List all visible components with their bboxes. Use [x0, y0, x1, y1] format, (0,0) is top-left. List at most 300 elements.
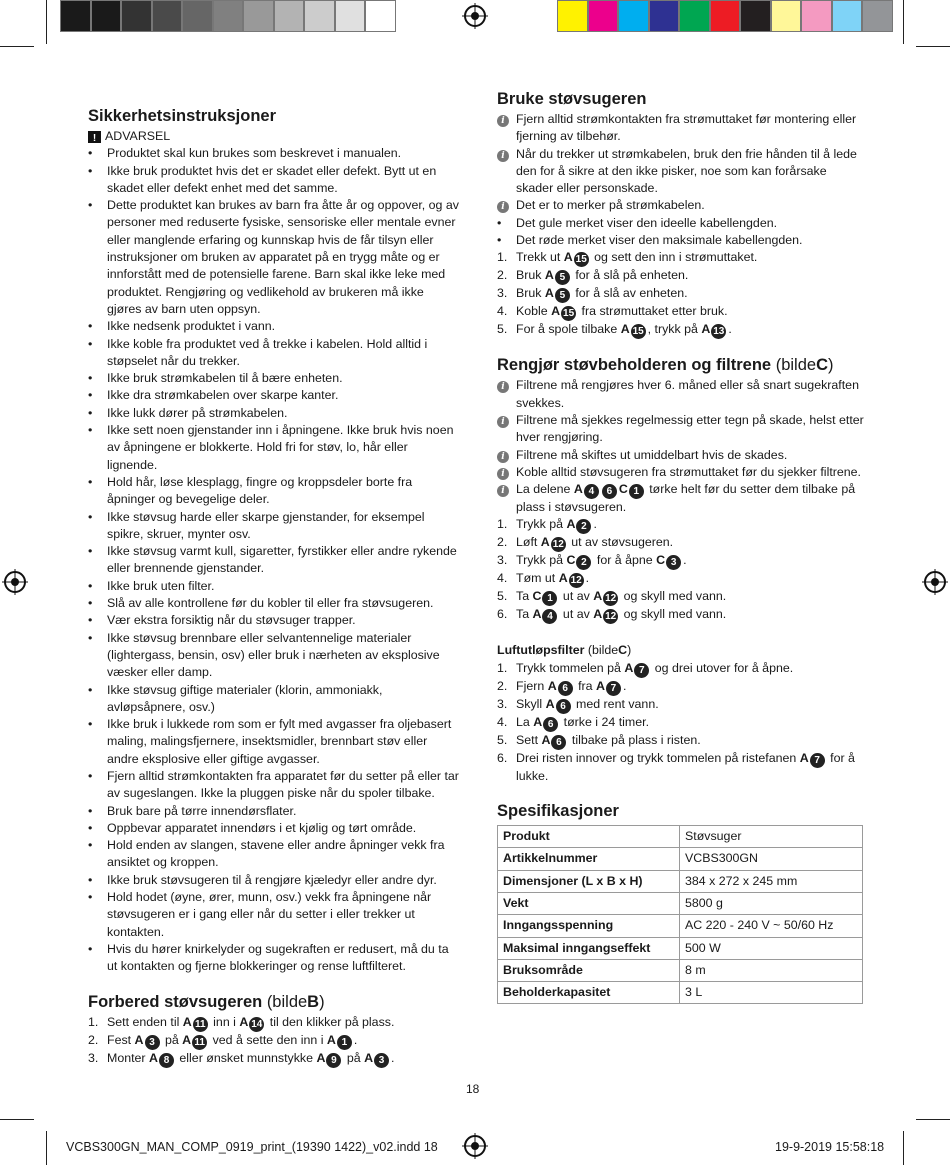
bullet-icon: •	[88, 371, 93, 386]
table-row	[498, 982, 863, 1004]
table-row	[498, 848, 863, 870]
step-number: 1.	[497, 250, 508, 265]
part-number-badge: 4	[542, 609, 557, 624]
step-item	[497, 696, 865, 714]
bullet-icon: •	[88, 544, 93, 559]
spec-key: Produkt	[498, 826, 680, 848]
step-text: inn i	[209, 1014, 240, 1029]
part-number-badge: 3	[666, 555, 681, 570]
spec-value: 5800 g	[680, 892, 863, 914]
list-item	[88, 405, 460, 422]
part-number-badge: 13	[713, 326, 725, 338]
color-swatch	[679, 0, 710, 32]
step-item	[497, 714, 865, 732]
step-text: .	[391, 1050, 395, 1065]
figure-letter: A	[551, 304, 561, 319]
figure-letter: A	[540, 535, 550, 550]
list-item-text: Ikke støvsug varmt kull, sigaretter, fyrstikker eller andre rykende eller brennende gjenstander.	[107, 544, 457, 576]
registration-mark-icon	[4, 571, 26, 593]
clean-title-suffix: (bilde	[775, 356, 817, 375]
bullet-icon: •	[88, 405, 93, 420]
list-item-text: Slå av alle kontrollene før du kobler til eller fra støvsugeren.	[107, 596, 434, 611]
warning-line	[88, 128, 460, 145]
step-text: Fjern	[516, 678, 548, 693]
list-item-text: Ikke støvsug brennbare eller selvantennelige materialer (lightergass, bensin, osv) eller bruk i nærheten av eksplosive væsker eller damp.	[107, 630, 440, 680]
bullet-icon: •	[88, 630, 93, 645]
part-number-badge: 9	[326, 1053, 341, 1068]
list-item	[88, 820, 460, 837]
step-text: med rent vann.	[572, 696, 659, 711]
info-icon: i	[497, 377, 509, 394]
prepare-title	[88, 992, 460, 1012]
spec-key: Beholderkapasitet	[498, 982, 680, 1004]
color-swatch	[771, 0, 802, 32]
info-icon: i	[497, 146, 509, 163]
color-swatch	[649, 0, 680, 32]
color-swatch	[91, 0, 122, 32]
warning-triangle-icon	[88, 131, 101, 143]
table-row	[498, 959, 863, 981]
list-item	[497, 146, 865, 198]
part-number-badge: 6	[558, 681, 573, 696]
step-number: 3.	[88, 1050, 99, 1065]
part-number-badge: 12	[605, 611, 617, 623]
bullet-icon: •	[88, 423, 93, 438]
step-item	[497, 606, 865, 624]
figure-letter: A	[547, 678, 557, 693]
use-notes	[497, 111, 865, 215]
step-text: til den klikker på plass.	[266, 1014, 395, 1029]
figure-letter: A	[182, 1032, 192, 1047]
list-item	[497, 197, 865, 214]
bullet-icon: •	[88, 578, 93, 593]
table-row	[498, 937, 863, 959]
list-item	[88, 197, 460, 318]
outlet-title	[497, 642, 865, 659]
list-item	[88, 163, 460, 198]
list-item-text: Bruk bare på tørre innendørsflater.	[107, 803, 297, 818]
step-text: for å slå av enheten.	[571, 286, 688, 301]
list-item-text: Ikke støvsug harde eller skarpe gjenstander, for eksempel spikre, skruer, mynter osv.	[107, 509, 425, 541]
step-text: Drei risten innover og trykk tommelen på ristefanen	[516, 750, 800, 765]
list-item	[497, 215, 865, 232]
step-number: 6.	[497, 750, 508, 765]
specs-title: Spesifikasjoner	[497, 802, 619, 821]
color-swatch	[60, 0, 91, 32]
figure-letter: A	[316, 1050, 326, 1065]
bullet-icon: •	[497, 233, 502, 248]
step-text: tørke i 24 timer.	[560, 714, 650, 729]
list-item	[88, 630, 460, 682]
color-swatch	[365, 0, 396, 32]
figure-letter: A	[596, 678, 605, 693]
step-text: Trykk på	[516, 553, 567, 568]
part-number-badge: 15	[632, 326, 644, 338]
part-number-badge: 6	[556, 699, 571, 714]
crop-mark	[0, 46, 34, 47]
part-number-badge: 6	[551, 735, 566, 750]
list-item	[88, 422, 460, 474]
step-number: 2.	[497, 678, 508, 693]
part-number-badge: 1	[542, 591, 557, 606]
step-text: .	[585, 571, 590, 586]
step-text: Filtrene må sjekkes regelmessig etter tegn på skade, helst etter hver rengjøring.	[516, 412, 864, 445]
figure-letter: A	[701, 322, 711, 337]
step-text: for å lukke.	[516, 750, 855, 783]
figure-letter: A	[544, 286, 554, 301]
list-item-text: Ikke dra strømkabelen over skarpe kanter.	[107, 388, 339, 403]
step-text: fra	[574, 678, 596, 693]
step-text: Ta	[516, 589, 533, 604]
step-item	[497, 750, 865, 785]
step-number: 1.	[88, 1014, 99, 1029]
part-number-badge: 15	[575, 254, 587, 266]
list-item-text: Oppbevar apparatet innendørs i et kjølig og tørt område.	[107, 820, 417, 835]
spec-value: 500 W	[680, 937, 863, 959]
specs-table	[497, 825, 863, 1004]
step-text: Skyll	[516, 696, 546, 711]
bullet-icon: •	[88, 838, 93, 853]
part-number-badge: 4	[584, 484, 599, 499]
bullet-icon: •	[88, 613, 93, 628]
part-number-badge: 1	[629, 484, 644, 499]
bullet-icon: •	[88, 388, 93, 403]
figure-letter: A	[593, 607, 603, 622]
part-number-badge: 2	[576, 519, 591, 534]
step-item	[497, 303, 865, 321]
warning-label: ADVARSEL	[105, 129, 171, 143]
list-item	[497, 232, 865, 249]
step-text: Ta	[516, 607, 533, 622]
prepare-steps	[88, 1014, 460, 1068]
part-number-badge: 12	[570, 575, 582, 587]
list-item	[88, 509, 460, 544]
spec-value: Støvsuger	[680, 826, 863, 848]
list-item-text: Ikke sett noen gjenstander inn i åpningene. Ikke bruk hvis noen av åpningene er blokkerte. Hold fri for støv, lo, hår eller lignende.	[107, 423, 454, 472]
step-text: på	[343, 1050, 365, 1065]
step-item	[497, 732, 865, 750]
step-text: tilbake på plass i risten.	[568, 732, 701, 747]
step-text: La	[516, 714, 534, 729]
info-icon: i	[497, 464, 509, 481]
figure-letter: A	[134, 1032, 144, 1047]
step-text: ut av støvsugeren.	[567, 535, 674, 550]
crop-mark	[0, 1119, 34, 1120]
left-column	[88, 106, 460, 1068]
step-text: og sett den inn i strømuttaket.	[590, 250, 758, 265]
outlet-figure-ref: C	[618, 643, 628, 658]
part-number-badge: 7	[606, 681, 621, 696]
step-text: .	[622, 678, 627, 693]
registration-mark-icon	[924, 571, 946, 593]
outlet-title-text: Luftutløpsfilter	[497, 643, 585, 658]
list-item	[88, 336, 460, 371]
bullet-icon: •	[88, 509, 93, 524]
step-number: 4.	[497, 571, 508, 586]
step-text: Sett enden til	[107, 1014, 183, 1029]
step-item	[88, 1014, 460, 1032]
part-number-badge: 7	[810, 753, 825, 768]
info-icon: i	[497, 197, 509, 214]
list-item-text: Ikke bruk støvsugeren til å rengjøre kjæledyr eller andre dyr.	[107, 872, 437, 887]
note-item	[497, 464, 865, 481]
bullet-icon: •	[88, 336, 93, 351]
list-item	[88, 595, 460, 612]
color-swatch	[801, 0, 832, 32]
step-text: Monter	[107, 1050, 150, 1065]
part-number-badge: 1	[337, 1035, 352, 1050]
step-text: på	[161, 1032, 183, 1047]
bullet-icon: •	[88, 163, 93, 178]
list-item-text: Produktet skal kun brukes som beskrevet i manualen.	[107, 146, 402, 161]
color-swatch	[304, 0, 335, 32]
step-text: og skyll med vann.	[620, 607, 727, 622]
figure-letter: A	[239, 1014, 249, 1029]
step-number: 2.	[497, 268, 508, 283]
crop-mark	[46, 0, 47, 44]
list-item	[88, 872, 460, 889]
part-number-badge: 6	[543, 717, 558, 732]
page-number: 18	[466, 1082, 480, 1096]
figure-letter: C	[532, 589, 542, 604]
list-item	[88, 716, 460, 768]
color-swatch	[213, 0, 244, 32]
figure-letter: A	[541, 732, 551, 747]
step-item	[497, 321, 865, 339]
step-text: Trykk tommelen på	[516, 660, 625, 675]
table-row	[498, 915, 863, 937]
color-swatch	[182, 0, 213, 32]
step-number: 1.	[497, 517, 508, 532]
list-item-text: Det gule merket viser den ideelle kabellengden.	[516, 215, 778, 230]
bullet-icon: •	[88, 474, 93, 489]
note-item	[497, 412, 865, 447]
list-item-text: Hold enden av slangen, stavene eller andre åpninger vekk fra ansiktet og kroppen.	[107, 838, 445, 870]
step-item	[497, 516, 865, 534]
part-number-badge: 12	[552, 539, 564, 551]
step-item	[497, 267, 865, 285]
prepare-title-suffix: (bilde	[266, 992, 308, 1011]
figure-letter: A	[593, 589, 603, 604]
spec-value: VCBS300GN	[680, 848, 863, 870]
part-number-badge: 8	[159, 1053, 174, 1068]
bullet-icon: •	[88, 941, 93, 956]
prepare-title-text: Forbered støvsugeren	[88, 992, 263, 1011]
step-item	[88, 1032, 460, 1050]
crop-mark	[916, 46, 950, 47]
step-item	[497, 660, 865, 678]
part-number-badge: 11	[192, 1035, 207, 1050]
step-text: Filtrene må skiftes ut umiddelbart hvis de skades.	[516, 447, 788, 462]
color-swatch	[121, 0, 152, 32]
figure-letter: A	[624, 660, 634, 675]
crop-mark	[903, 1131, 904, 1165]
step-text: Tøm ut	[516, 571, 559, 586]
figure-letter: C	[618, 482, 628, 497]
figure-letter: A	[620, 322, 630, 337]
outlet-steps	[497, 660, 865, 785]
use-steps	[497, 249, 865, 339]
step-text: Sett	[516, 732, 542, 747]
step-text: Filtrene må rengjøres hver 6. måned eller så snart sugekraften svekkes.	[516, 378, 859, 410]
table-row	[498, 870, 863, 892]
spec-value: 8 m	[680, 959, 863, 981]
color-swatch	[862, 0, 893, 32]
list-item	[88, 941, 460, 976]
outlet-title-suffix: (bilde	[587, 643, 619, 658]
list-item-text: Ikke lukk dører på strømkabelen.	[107, 405, 288, 420]
list-item	[88, 803, 460, 820]
clean-steps	[497, 516, 865, 624]
step-number: 5.	[497, 322, 508, 337]
step-item	[497, 285, 865, 303]
part-number-badge: 3	[145, 1035, 160, 1050]
step-number: 5.	[497, 589, 508, 604]
step-item	[497, 588, 865, 606]
list-item	[88, 768, 460, 803]
step-number: 5.	[497, 732, 508, 747]
spec-key: Vekt	[498, 892, 680, 914]
step-number: 4.	[497, 714, 508, 729]
clean-title-text: Rengjør støvbeholderen og filtrene	[497, 356, 772, 375]
spec-value: AC 220 - 240 V ~ 50/60 Hz	[680, 915, 863, 937]
list-item	[88, 612, 460, 629]
list-item	[88, 318, 460, 335]
part-number-badge: 2	[576, 555, 591, 570]
list-item	[88, 145, 460, 162]
color-swatch	[740, 0, 771, 32]
step-text: .	[683, 553, 687, 568]
list-item	[88, 578, 460, 595]
step-text: tørke helt før du setter dem tilbake på plass i støvsugeren.	[516, 482, 856, 515]
clean-notes	[497, 377, 865, 516]
figure-letter: A	[182, 1014, 192, 1029]
list-item-text: Hold hodet (øyne, ører, munn, osv.) vekk fra åpningene når støvsugeren er i gang eller når du setter i eller trekker ut kontakten.	[107, 890, 432, 939]
bullet-icon: •	[88, 872, 93, 887]
bullet-icon: •	[497, 215, 502, 230]
bullet-icon: •	[88, 198, 93, 213]
step-text: ved å sette den inn i	[209, 1032, 327, 1047]
outlet-title-close: )	[627, 643, 632, 658]
footer-file-info: VCBS300GN_MAN_COMP_0919_print_(19390 1422)_v02.indd 18	[66, 1140, 438, 1154]
list-item-text: Når du trekker ut strømkabelen, bruk den frie hånden til å lede den for å sikre at den ikke pisker, noe som kan forårsake skader eller personskade.	[516, 146, 857, 196]
note-item	[497, 447, 865, 464]
step-text: ut av	[559, 607, 594, 622]
color-swatch	[152, 0, 183, 32]
figure-letter: A	[558, 571, 568, 586]
figure-letter: C	[566, 553, 576, 568]
list-item	[88, 387, 460, 404]
step-text: og skyll med vann.	[620, 589, 727, 604]
list-item-text: Hvis du hører knirkelyder og sugekraften er redusert, må du ta ut kontakten og fjerne blokkeringer og rense luftfilteret.	[107, 941, 449, 974]
color-swatch	[274, 0, 305, 32]
use-title: Bruke støvsugeren	[497, 90, 647, 108]
spec-value: 384 x 272 x 245 mm	[680, 870, 863, 892]
part-number-badge: 5	[555, 270, 570, 285]
spec-key: Artikkelnummer	[498, 848, 680, 870]
footer-date: 19-9-2019 15:58:18	[775, 1140, 885, 1154]
step-item	[497, 552, 865, 570]
figure-letter: A	[544, 268, 554, 283]
info-icon: i	[497, 481, 509, 498]
spec-key: Maksimal inngangseffekt	[498, 937, 680, 959]
step-text: La delene	[516, 482, 574, 497]
list-item	[88, 682, 460, 717]
color-swatch	[710, 0, 741, 32]
bullet-icon: •	[88, 768, 93, 783]
bullet-icon: •	[88, 319, 93, 334]
part-number-badge: 6	[602, 484, 617, 499]
step-text: fra strømuttaket etter bruk.	[578, 304, 728, 319]
info-icon: i	[497, 447, 509, 464]
step-text: Koble alltid støvsugeren fra strømuttaket før du sjekker filtrene.	[516, 464, 862, 479]
figure-letter: A	[533, 714, 543, 729]
part-number-badge: 14	[251, 1018, 263, 1030]
step-text: Trykk på	[516, 517, 567, 532]
figure-letter: A	[364, 1050, 374, 1065]
crop-mark	[916, 1119, 950, 1120]
list-item-text: Fjern alltid strømkontakten fra strømuttaket før montering eller fjerning av tilbehør.	[516, 112, 857, 144]
step-number: 2.	[88, 1032, 99, 1047]
list-item-text: Hold hår, løse klesplagg, fingre og kroppsdeler borte fra åpninger og bevegelige deler.	[107, 474, 413, 507]
step-number: 1.	[497, 660, 508, 675]
step-text: .	[728, 322, 732, 337]
list-item	[497, 111, 865, 146]
clean-figure-ref: C	[816, 356, 828, 375]
clean-title	[497, 355, 865, 375]
list-item-text: Det er to merker på strømkabelen.	[516, 198, 705, 213]
color-swatch	[335, 0, 366, 32]
step-number: 4.	[497, 304, 508, 319]
step-text: .	[353, 1032, 358, 1047]
list-item	[88, 543, 460, 578]
list-item-text: Det røde merket viser den maksimale kabellengden.	[516, 233, 803, 248]
step-text: For å spole tilbake	[516, 322, 621, 337]
step-item	[497, 678, 865, 696]
part-number-badge: 15	[563, 308, 575, 320]
step-text: Bruk	[516, 286, 545, 301]
spec-key: Inngangsspenning	[498, 915, 680, 937]
bullet-icon: •	[88, 803, 93, 818]
table-row	[498, 892, 863, 914]
list-item-text: Ikke bruk uten filter.	[107, 578, 215, 593]
spec-value: 3 L	[680, 982, 863, 1004]
crop-mark	[46, 1131, 47, 1165]
part-number-badge: 12	[605, 593, 617, 605]
figure-letter: A	[326, 1032, 336, 1047]
part-number-badge: 11	[193, 1017, 208, 1032]
table-row	[498, 826, 863, 848]
step-text: , trykk på	[647, 322, 702, 337]
figure-letter: A	[799, 750, 809, 765]
bullet-icon: •	[88, 717, 93, 732]
step-text: Fest	[107, 1032, 135, 1047]
step-text: for å slå på enheten.	[571, 268, 689, 283]
color-swatch	[588, 0, 619, 32]
figure-letter: A	[573, 482, 583, 497]
list-item-text: Ikke støvsug giftige materialer (klorin, ammoniakk, avløpsåpnere, osv.)	[107, 682, 383, 714]
figure-letter: A	[566, 517, 576, 532]
step-text: Løft	[516, 535, 541, 550]
registration-mark-icon	[464, 5, 486, 27]
spec-key: Dimensjoner (L x B x H)	[498, 870, 680, 892]
prepare-figure-ref: B	[307, 992, 320, 1011]
bullet-icon: •	[88, 596, 93, 611]
list-item-text: Ikke bruk strømkabelen til å bære enheten.	[107, 371, 343, 386]
list-item-text: Ikke nedsenk produktet i vann.	[107, 319, 276, 334]
list-item	[88, 474, 460, 509]
part-number-badge: 5	[555, 288, 570, 303]
